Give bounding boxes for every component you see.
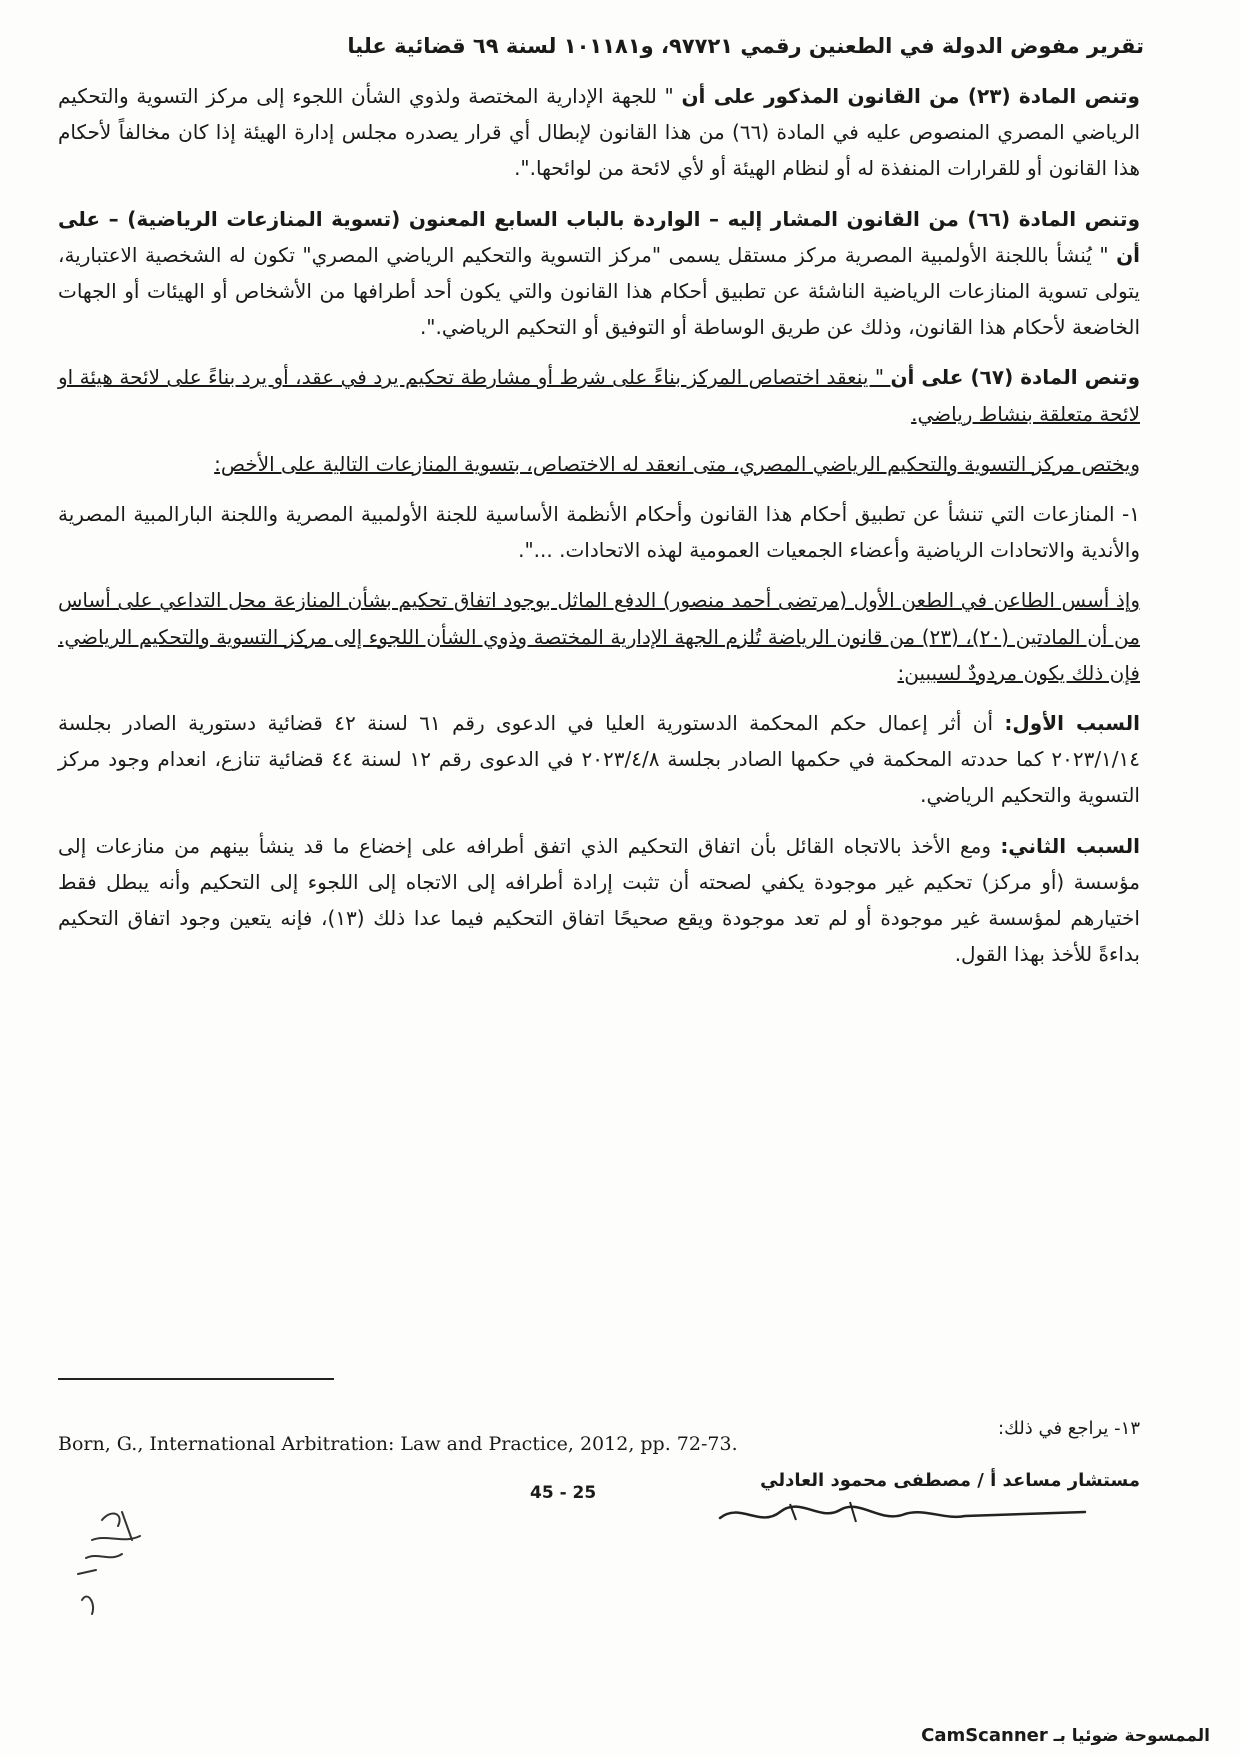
paragraph-text: وإذ أسس الطاعن في الطعن الأول (مرتضى أحمد منصور) الدفع الماثل بوجود اتفاق تحكيم بشأن المنازعة محل التداعي على أساس من أن المادتين (٢٠)، (٢٣) من قانون الرياضة تُلزم الجهة الإدارية المختصة وذوي الشأن اللجوء إلى مركز التسوية والتحكيم الرياضي. فإن ذلك يكون مردودٌ لسببين: <box>58 588 1140 685</box>
footnote-citation: Born, G., International Arbitration: Law and Practice, 2012, pp. 72-73. <box>58 1433 738 1455</box>
paragraph-article-23 <box>58 78 1140 187</box>
scanner-watermark <box>921 1725 1210 1746</box>
paragraph-text: ويختص مركز التسوية والتحكيم الرياضي المصري، متى انعقد له الاختصاص، بتسوية المنازعات التالية على الأخص: <box>214 451 1140 476</box>
paragraph-lead: وتنص المادة (٦٦) من القانون المشار إليه – الواردة بالباب السابع المعنون (تسوية المنازعات الرياضية) – على أن <box>58 206 1140 267</box>
footnote-divider <box>58 1378 334 1380</box>
paragraph-article-67 <box>58 359 1140 431</box>
paragraph-article-66 <box>58 201 1140 346</box>
document-body <box>58 78 1140 986</box>
paragraph-text: " للجهة الإدارية المختصة ولذوي الشأن اللجوء إلى مركز التسوية والتحكيم الرياضي المصري المنصوص عليه في المادة (٦٦) من هذا القانون لإبطال أي قرار يصدره مجلس إدارة الهيئة إذا كان مخالفاً لأحكام هذا القانون أو للقرارات المنفذة له أو لنظام الهيئة أو لأي لائحة من لوائحها.". <box>58 84 1140 181</box>
paragraph-lead: السبب الثاني: <box>1000 833 1141 858</box>
scanner-brand: CamScanner <box>921 1725 1048 1746</box>
page-header: تقرير مفوض الدولة في الطعنين رقمي ٩٧٧٢١، و١٠١١٨١ لسنة ٦٩ قضائية عليا <box>347 34 1144 58</box>
paragraph-text: ١- المنازعات التي تنشأ عن تطبيق أحكام هذا القانون وأحكام الأنظمة الأساسية للجنة الأولمبية المصرية واللجنة البارالمبية المصرية والأندية والاتحادات الرياضية وأعضاء الجمعيات العمومية لهذه الاتحادات. ...". <box>58 502 1140 563</box>
footnote-label: ١٣- يراجع في ذلك: <box>998 1418 1140 1439</box>
paragraph-lead: السبب الأول: <box>1004 711 1141 736</box>
paragraph-text: أن أثر إعمال حكم المحكمة الدستورية العليا في الدعوى رقم ٦١ لسنة ٤٢ قضائية دستورية الصادر بجلسة ٢٠٢٣/١/١٤ كما حددته المحكمة في حكمها الصادر بجلسة ٢٠٢٣/٤/٨ في الدعوى رقم ١٢ لسنة ٤٤ قضائية تنازع، انعدام وجود مركز التسوية والتحكيم الرياضي. <box>58 711 1141 808</box>
page-number: 45 - 25 <box>530 1483 597 1503</box>
list-item <box>58 496 1140 568</box>
paragraph-lead: وتنص المادة (٦٧) على أن <box>890 365 1140 390</box>
scanner-prefix: الممسوحة ضوئيا بـ <box>1053 1726 1210 1746</box>
paragraph-appellant-defense <box>58 582 1140 691</box>
paragraph-text: " يُنشأ باللجنة الأولمبية المصرية مركز مستقل يسمى "مركز التسوية والتحكيم الرياضي المصري" تكون له الشخصية الاعتبارية، يتولى تسوية المنازعات الرياضية الناشئة عن تطبيق أحكام هذا القانون والتي يكون أحد أطرافها من الأشخاص أو الهيئات أو الجهات الخاضعة لأحكام هذا القانون، وذلك عن طريق الوساطة أو التوفيق أو التحكيم الرياضي.". <box>58 242 1140 340</box>
paragraph-lead: وتنص المادة (٢٣) من القانون المذكور على أن <box>681 84 1140 108</box>
paragraph-second-reason <box>58 828 1140 973</box>
paragraph-first-reason <box>58 705 1140 814</box>
paragraph-text: " ينعقد اختصاص المركز بناءً على شرط أو مشارطة تحكيم يرد في عقد، أو يرد بناءً على لائحة هيئة او لائحة متعلقة بنشاط رياضي. <box>58 365 1140 426</box>
signature-mark <box>700 1498 1100 1530</box>
initials-mark <box>62 1500 152 1620</box>
paragraph-text: ومع الأخذ بالاتجاه القائل بأن اتفاق التحكيم الذي اتفق أطرافه على إخضاع ما قد ينشأ بينهم من منازعات إلى مؤسسة (أو مركز) تحكيم غير موجودة يكفي لصحته أن تثبت إرادة أطرافه إلى الاتجاه إلى اللجوء إلى التحكيم وأنه يبطل فقط اختيارهم لمؤسسة غير موجودة أو لم تعد موجودة ويقع صحيحًا اتفاق التحكيم فيما عدا ذلك (١٣)، فإنه يتعين وجود اتفاق التحكيم بداءةً للأخذ بهذا القول. <box>58 833 1140 967</box>
paragraph-center-jurisdiction <box>58 446 1140 482</box>
signer-name: مستشار مساعد أ / مصطفى محمود العادلي <box>760 1470 1140 1491</box>
